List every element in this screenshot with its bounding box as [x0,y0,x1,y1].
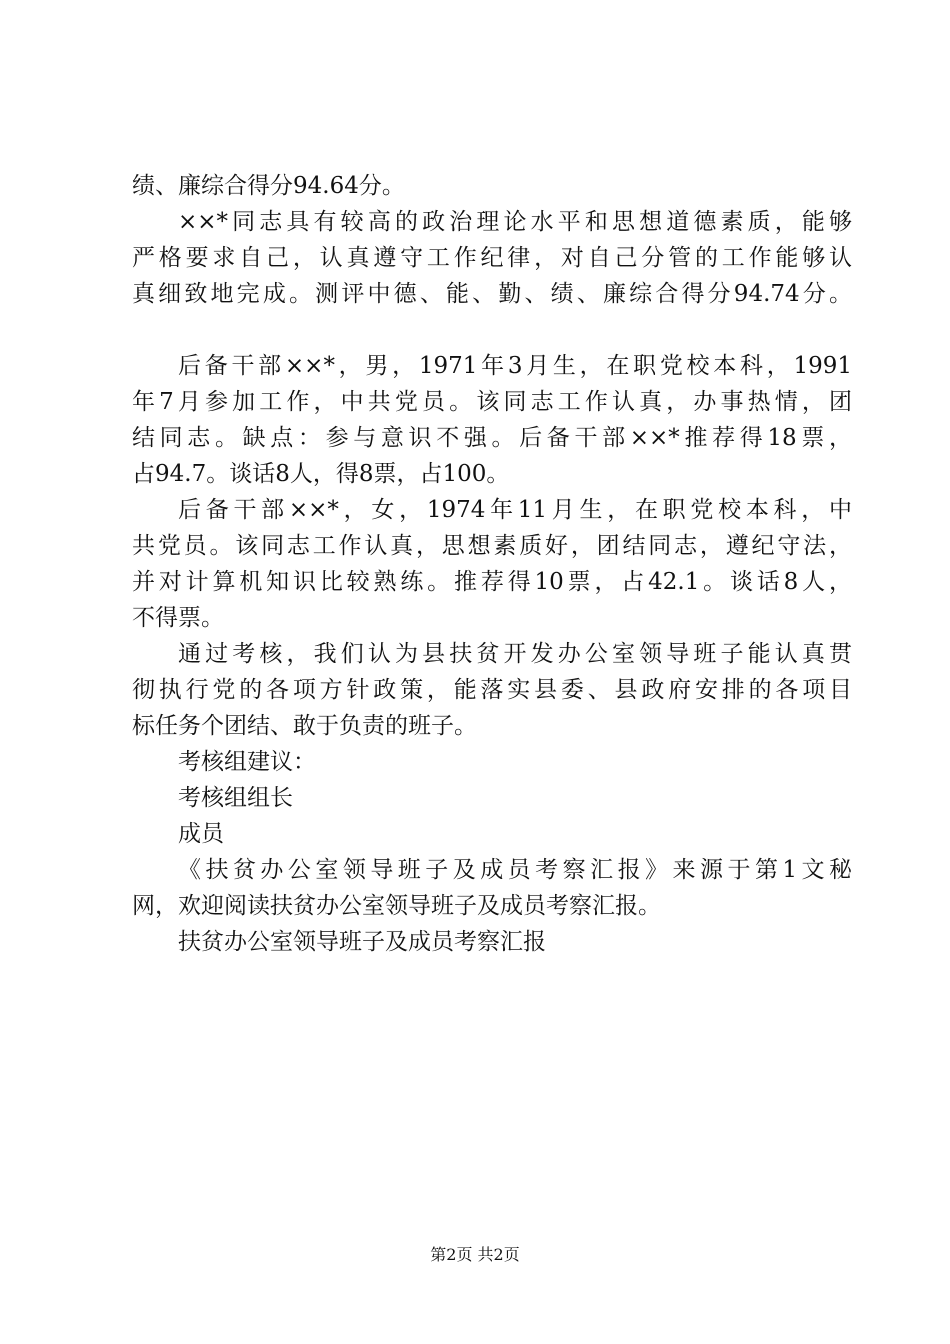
text-line: 考核组建议： [178,749,316,775]
text-line: ××*同志具有较高的政治理论水平和思想道德素质，能够 [178,209,852,235]
text-line: 严格要求自己，认真遵守工作纪律，对自己分管的工作能够认 [132,245,852,271]
text-line: 通过考核，我们认为县扶贫开发办公室领导班子能认真贯 [178,641,852,667]
text-line: 不得票。 [132,605,224,631]
text-line: 彻执行党的各项方针政策，能落实县委、县政府安排的各项目 [132,677,852,703]
text-line: 扶贫办公室领导班子及成员考察汇报 [178,929,546,955]
text-line: 成员 [178,821,224,847]
text-line: 结同志。缺点：参与意识不强。后备干部××*推荐得18票， [132,425,852,451]
text-line: 《扶贫办公室领导班子及成员考察汇报》来源于第1文秘 [178,857,852,883]
document-body [132,168,852,960]
text-line: 考核组组长 [178,785,293,811]
text-line: 标任务个团结、敢于负责的班子。 [132,713,477,739]
text-line: 后备干部××*，女，1974年11月生，在职党校本科，中 [178,497,852,523]
text-line: 年7月参加工作，中共党员。该同志工作认真，办事热情，团 [132,389,852,415]
text-line: 共党员。该同志工作认真，思想素质好，团结同志，遵纪守法， [132,533,852,559]
text-line: 网，欢迎阅读扶贫办公室领导班子及成员考察汇报。 [132,893,661,919]
text-line: 真细致地完成。测评中德、能、勤、绩、廉综合得分94.74分。 [132,281,852,307]
text-line: 后备干部××*，男，1971年3月生，在职党校本科，1991 [178,353,852,379]
text-line: 并对计算机知识比较熟练。推荐得10票，占42.1。谈话8人， [132,569,852,595]
text-line: 占94.7。谈话8人，得8票，占100。 [132,461,510,487]
page-footer: 第2页 共2页 [430,1245,520,1264]
blank-line [132,312,852,348]
text-line: 绩、廉综合得分94.64分。 [132,173,405,199]
